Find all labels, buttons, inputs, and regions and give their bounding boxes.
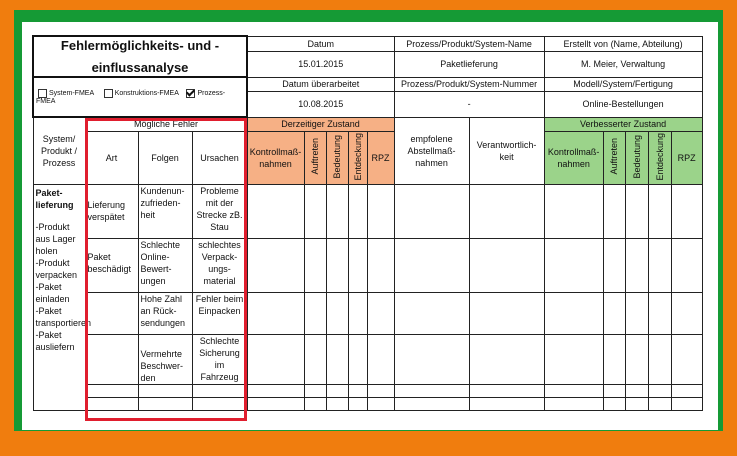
empty-cell[interactable] — [85, 334, 138, 384]
empty-cell[interactable] — [367, 397, 394, 410]
col-auftreten-2: Auftreten — [603, 131, 625, 184]
empty-cell[interactable] — [625, 292, 648, 334]
empty-cell[interactable] — [85, 397, 138, 410]
col-bedeutung: Bedeutung — [326, 131, 348, 184]
empty-cell[interactable] — [544, 384, 603, 397]
col-empfolene: empfolene Abstellmaß-nahmen — [394, 117, 469, 184]
empty-cell[interactable] — [304, 238, 326, 292]
empty-cell[interactable] — [469, 334, 544, 384]
col-rpz: RPZ — [367, 131, 394, 184]
empty-cell[interactable] — [326, 397, 348, 410]
empty-cell[interactable] — [544, 397, 603, 410]
empty-cell[interactable] — [603, 334, 625, 384]
empty-cell[interactable] — [671, 184, 702, 238]
fmea-type-konstruktion[interactable]: Konstruktions-FMEA — [104, 90, 179, 97]
prozess-nummer-value[interactable]: - — [394, 91, 544, 117]
ursachen-1[interactable]: Probleme mit der Strecke zB. Stau — [192, 184, 247, 238]
empty-cell[interactable] — [394, 292, 469, 334]
empty-cell[interactable] — [348, 384, 367, 397]
empty-cell[interactable] — [247, 384, 304, 397]
col-derzeitiger-zustand: Derzeitiger Zustand — [247, 117, 394, 131]
empty-cell[interactable] — [671, 292, 702, 334]
empty-cell[interactable] — [394, 334, 469, 384]
empty-cell[interactable] — [326, 292, 348, 334]
modell-value[interactable]: Online-Bestellungen — [544, 91, 702, 117]
empty-cell[interactable] — [469, 397, 544, 410]
empty-cell[interactable] — [394, 397, 469, 410]
empty-cell[interactable] — [304, 384, 326, 397]
modell-label: Modell/System/Fertigung — [544, 77, 702, 91]
col-rpz-2: RPZ — [671, 131, 702, 184]
empty-cell[interactable] — [544, 292, 603, 334]
col-folgen: Folgen — [138, 131, 192, 184]
datum-value[interactable]: 15.01.2015 — [247, 51, 394, 77]
empty-cell[interactable] — [544, 238, 603, 292]
empty-cell[interactable] — [367, 238, 394, 292]
col-entdeckung: Entdeckung — [348, 131, 367, 184]
datum-label: Datum — [247, 36, 394, 51]
empty-cell[interactable] — [625, 384, 648, 397]
empty-cell[interactable] — [603, 397, 625, 410]
prozess-name-value[interactable]: Paketlieferung — [394, 51, 544, 77]
empty-cell[interactable] — [326, 238, 348, 292]
erstellt-value[interactable]: M. Meier, Verwaltung — [544, 51, 702, 77]
empty-cell[interactable] — [304, 334, 326, 384]
empty-cell[interactable] — [469, 384, 544, 397]
empty-cell[interactable] — [394, 384, 469, 397]
system-title: Paket-lieferung — [35, 187, 74, 210]
empty-cell[interactable] — [625, 184, 648, 238]
datum-ueberarbeitet-label: Datum überarbeitet — [247, 77, 394, 91]
empty-cell[interactable] — [671, 397, 702, 410]
empty-cell[interactable] — [348, 397, 367, 410]
empty-cell[interactable] — [247, 292, 304, 334]
empty-cell[interactable] — [603, 384, 625, 397]
col-kontrollmassnahmen: Kontrollmaß-nahmen — [247, 131, 304, 184]
title-line-2: einflussanalyse — [91, 59, 189, 75]
empty-cell[interactable] — [648, 238, 671, 292]
empty-cell[interactable] — [192, 397, 247, 410]
empty-cell[interactable] — [326, 384, 348, 397]
empty-cell[interactable] — [544, 334, 603, 384]
empty-cell[interactable] — [544, 184, 603, 238]
ursachen-2[interactable]: schlechtes Verpack-ungs-material — [192, 238, 247, 292]
empty-cell[interactable] — [469, 238, 544, 292]
erstellt-label: Erstellt von (Name, Abteilung) — [544, 36, 702, 51]
folgen-1[interactable]: Kundenun-zufrieden-heit — [138, 184, 192, 238]
empty-cell[interactable] — [138, 397, 192, 410]
empty-cell[interactable] — [469, 292, 544, 334]
empty-cell[interactable] — [247, 397, 304, 410]
empty-cell[interactable] — [603, 238, 625, 292]
fmea-table — [32, 35, 703, 411]
empty-cell[interactable] — [671, 334, 702, 384]
empty-cell[interactable] — [304, 292, 326, 334]
empty-cell[interactable] — [304, 397, 326, 410]
system-steps: -Produkt aus Lager holen -Produkt verpacken -Paket einladen -Paket transportieren -Paket ausliefern — [35, 221, 92, 352]
empty-cell[interactable] — [603, 184, 625, 238]
system-cell[interactable] — [33, 184, 92, 410]
empty-cell[interactable] — [625, 238, 648, 292]
empty-cell[interactable] — [367, 292, 394, 334]
col-moegliche-fehler: Mögliche Fehler — [85, 117, 247, 131]
col-verbesserter-zustand: Verbesserter Zustand — [544, 117, 702, 131]
empty-cell[interactable] — [625, 397, 648, 410]
empty-cell[interactable] — [394, 238, 469, 292]
empty-cell[interactable] — [85, 292, 138, 334]
art-1[interactable]: Lieferung verspätet — [85, 184, 138, 238]
folgen-3[interactable]: Hohe Zahl an Rück-sendungen — [138, 292, 192, 334]
empty-cell[interactable] — [192, 384, 247, 397]
title-line-1: Fehlermöglichkeits- und - — [60, 37, 220, 53]
col-verantwortlichkeit: Verantwortlich-keit — [469, 117, 544, 184]
checkbox-icon[interactable] — [38, 89, 47, 98]
empty-cell[interactable] — [367, 384, 394, 397]
ursachen-4[interactable]: Schlechte Sicherung im Fahrzeug — [192, 334, 247, 384]
empty-cell[interactable] — [247, 238, 304, 292]
col-bedeutung-2: Bedeutung — [625, 131, 648, 184]
empty-cell[interactable] — [648, 334, 671, 384]
ursachen-3[interactable]: Fehler beim Einpacken — [192, 292, 247, 334]
folgen-2[interactable]: Schlechte Online-Bewert-ungen — [138, 238, 192, 292]
col-entdeckung-2: Entdeckung — [648, 131, 671, 184]
empty-cell[interactable] — [85, 384, 138, 397]
prozess-nummer-label: Prozess/Produkt/System-Nummer — [394, 77, 544, 91]
empty-cell[interactable] — [648, 184, 671, 238]
empty-cell[interactable] — [671, 238, 702, 292]
empty-cell[interactable] — [247, 334, 304, 384]
empty-cell[interactable] — [394, 184, 469, 238]
empty-cell[interactable] — [648, 397, 671, 410]
form-title — [33, 36, 247, 77]
col-ursachen: Ursachen — [192, 131, 247, 184]
empty-cell[interactable] — [469, 184, 544, 238]
col-kontrollmassnahmen-2: Kontrollmaß-nahmen — [544, 131, 603, 184]
empty-cell[interactable] — [138, 384, 192, 397]
empty-cell[interactable] — [326, 184, 348, 238]
empty-cell[interactable] — [671, 384, 702, 397]
empty-cell[interactable] — [648, 384, 671, 397]
prozess-name-label: Prozess/Produkt/System-Name — [394, 36, 544, 51]
col-system: System/ Produkt / Prozess — [33, 117, 85, 184]
empty-cell[interactable] — [326, 334, 348, 384]
fmea-type-selector — [33, 77, 247, 117]
checkbox-icon[interactable] — [104, 89, 113, 98]
empty-cell[interactable] — [348, 238, 367, 292]
checkbox-checked-icon[interactable] — [186, 89, 195, 98]
fmea-type-system[interactable]: System-FMEA — [38, 90, 94, 97]
folgen-4[interactable]: Vermehrte Beschwer-den — [138, 334, 192, 384]
empty-cell[interactable] — [304, 184, 326, 238]
col-art: Art — [85, 131, 138, 184]
empty-cell[interactable] — [348, 184, 367, 238]
empty-cell[interactable] — [367, 334, 394, 384]
empty-cell[interactable] — [648, 292, 671, 334]
empty-cell[interactable] — [247, 184, 304, 238]
col-auftreten: Auftreten — [304, 131, 326, 184]
empty-cell[interactable] — [625, 334, 648, 384]
empty-cell[interactable] — [367, 184, 394, 238]
fmea-type-prozess[interactable]: Prozess-FMEA — [36, 90, 226, 105]
empty-cell[interactable] — [603, 292, 625, 334]
empty-cell[interactable] — [348, 334, 367, 384]
art-2[interactable]: Paket beschädigt — [85, 238, 138, 292]
empty-cell[interactable] — [348, 292, 367, 334]
datum-ueberarbeitet-value[interactable]: 10.08.2015 — [247, 91, 394, 117]
